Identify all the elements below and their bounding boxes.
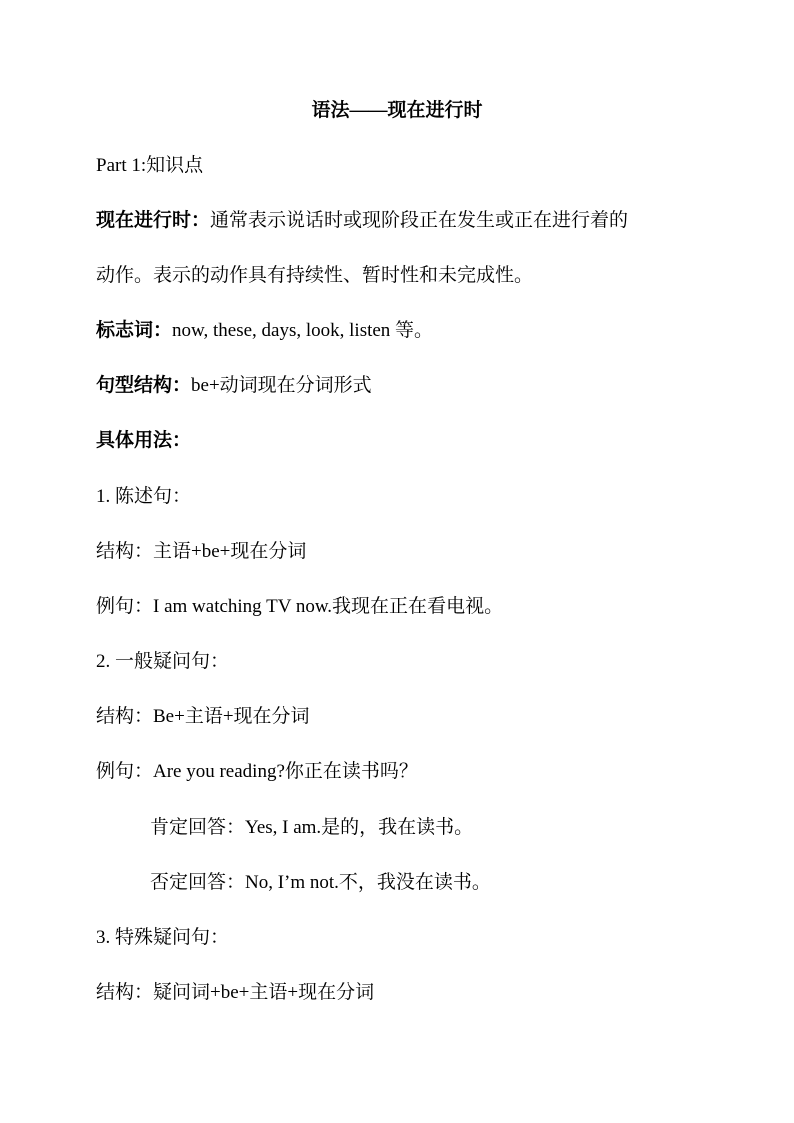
structure-text: be+动词现在分词形式 (191, 375, 372, 396)
part-heading: Part 1:知识点 (96, 155, 204, 176)
definition-line-2: 动作。表示的动作具有持续性、暂时性和未完成性。 (96, 265, 534, 286)
wh-question-structure: 结构：疑问词+be+主语+现在分词 (96, 982, 375, 1003)
yes-no-question-structure: 结构：Be+主语+现在分词 (96, 706, 310, 727)
negative-answer: 否定回答：No, I’m not.不，我没在读书。 (150, 872, 491, 893)
declarative-example: 例句：I am watching TV now.我现在正在看电视。 (96, 596, 504, 617)
markers-text: now, these, days, look, listen 等。 (172, 320, 434, 341)
markers-line (96, 318, 433, 344)
structure-label: 句型结构： (96, 375, 192, 396)
declarative-structure: 结构：主语+be+现在分词 (96, 541, 307, 562)
yes-no-question-example: 例句：Are you reading?你正在读书吗？ (96, 761, 418, 782)
definition-text-1: 通常表示说话时或现阶段正在发生或正在进行着的 (210, 210, 629, 231)
declarative-heading: 1. 陈述句： (96, 486, 192, 507)
markers-label: 标志词： (96, 320, 173, 341)
wh-question-heading: 3. 特殊疑问句： (96, 927, 230, 948)
definition-line-1 (96, 208, 628, 234)
usage-heading: 具体用法： (96, 430, 192, 451)
affirmative-answer: 肯定回答：Yes, I am.是的，我在读书。 (150, 817, 474, 838)
structure-line (96, 373, 372, 399)
definition-label: 现在进行时： (96, 210, 211, 231)
page-title: 语法——现在进行时 (311, 100, 483, 121)
yes-no-question-heading: 2. 一般疑问句： (96, 651, 230, 672)
